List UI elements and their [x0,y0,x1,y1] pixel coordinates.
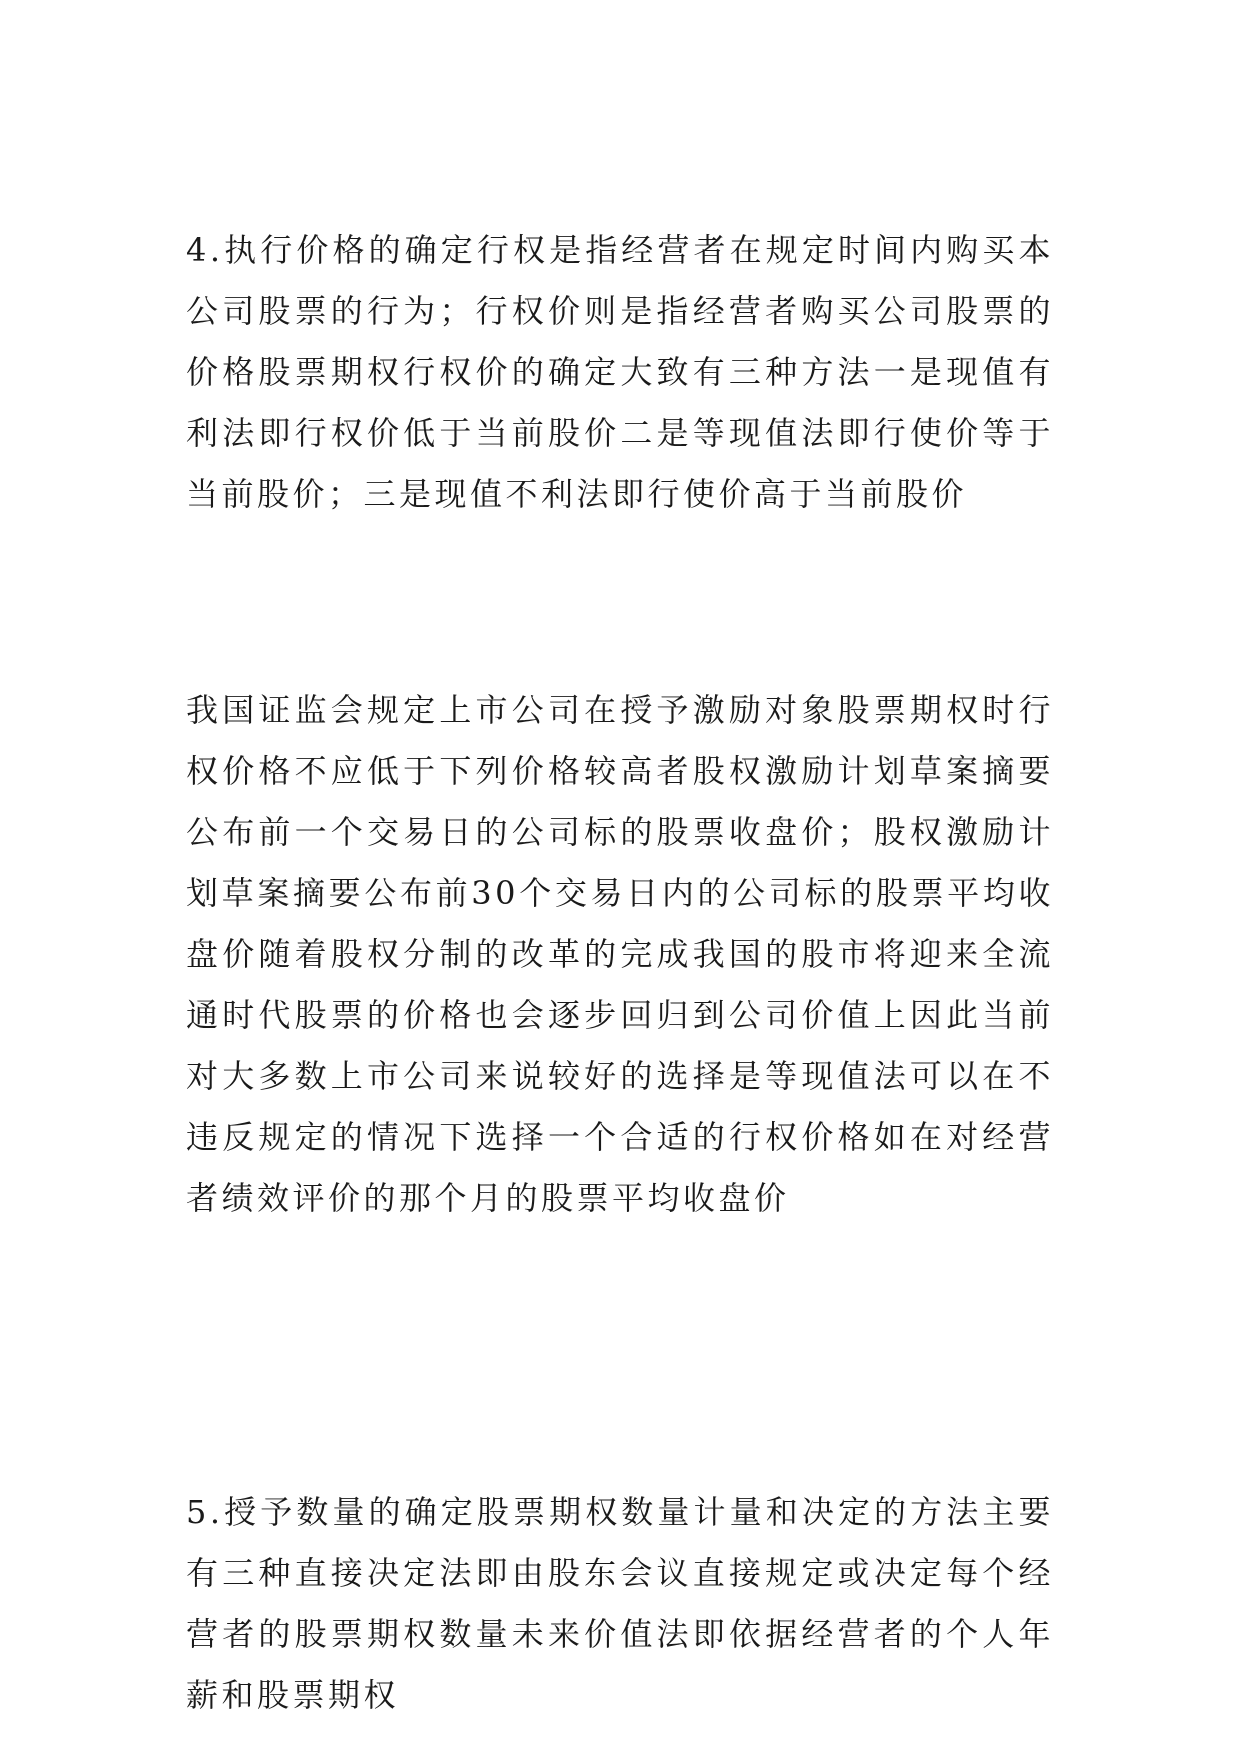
paragraph-csrc-regulation: 我国证监会规定上市公司在授予激励对象股票期权时行权价格不应低于下列价格较高者股权激励计划草案摘要公布前一个交易日的公司标的股票收盘价；股权激励计划草案摘要公布前30个交易日内的公司标的股票平均收盘价随着股权分制的改革的完成我国的股市将迎来全流通时代股票的价格也会逐步回归到公司价值上因此当前对大多数上市公司来说较好的选择是等现值法可以在不违反规定的情况下选择一个合适的行权价格如在对经营者绩效评价的那个月的股票平均收盘价 [186,691,1054,1217]
paragraph-exercise-price: 4.执行价格的确定行权是指经营者在规定时间内购买本公司股票的行为；行权价则是指经营者购买公司股票的价格股票期权行权价的确定大致有三种方法一是现值有利法即行权价低于当前股价二是等现值法即行使价等于当前股价；三是现值不利法即行使价高于当前股价 [186,231,1054,513]
paragraph-grant-quantity: 5.授予数量的确定股票期权数量计量和决定的方法主要有三种直接决定法即由股东会议直接规定或决定每个经营者的股票期权数量未来价值法即依据经营者的个人年薪和股票期权 [186,1493,1054,1714]
